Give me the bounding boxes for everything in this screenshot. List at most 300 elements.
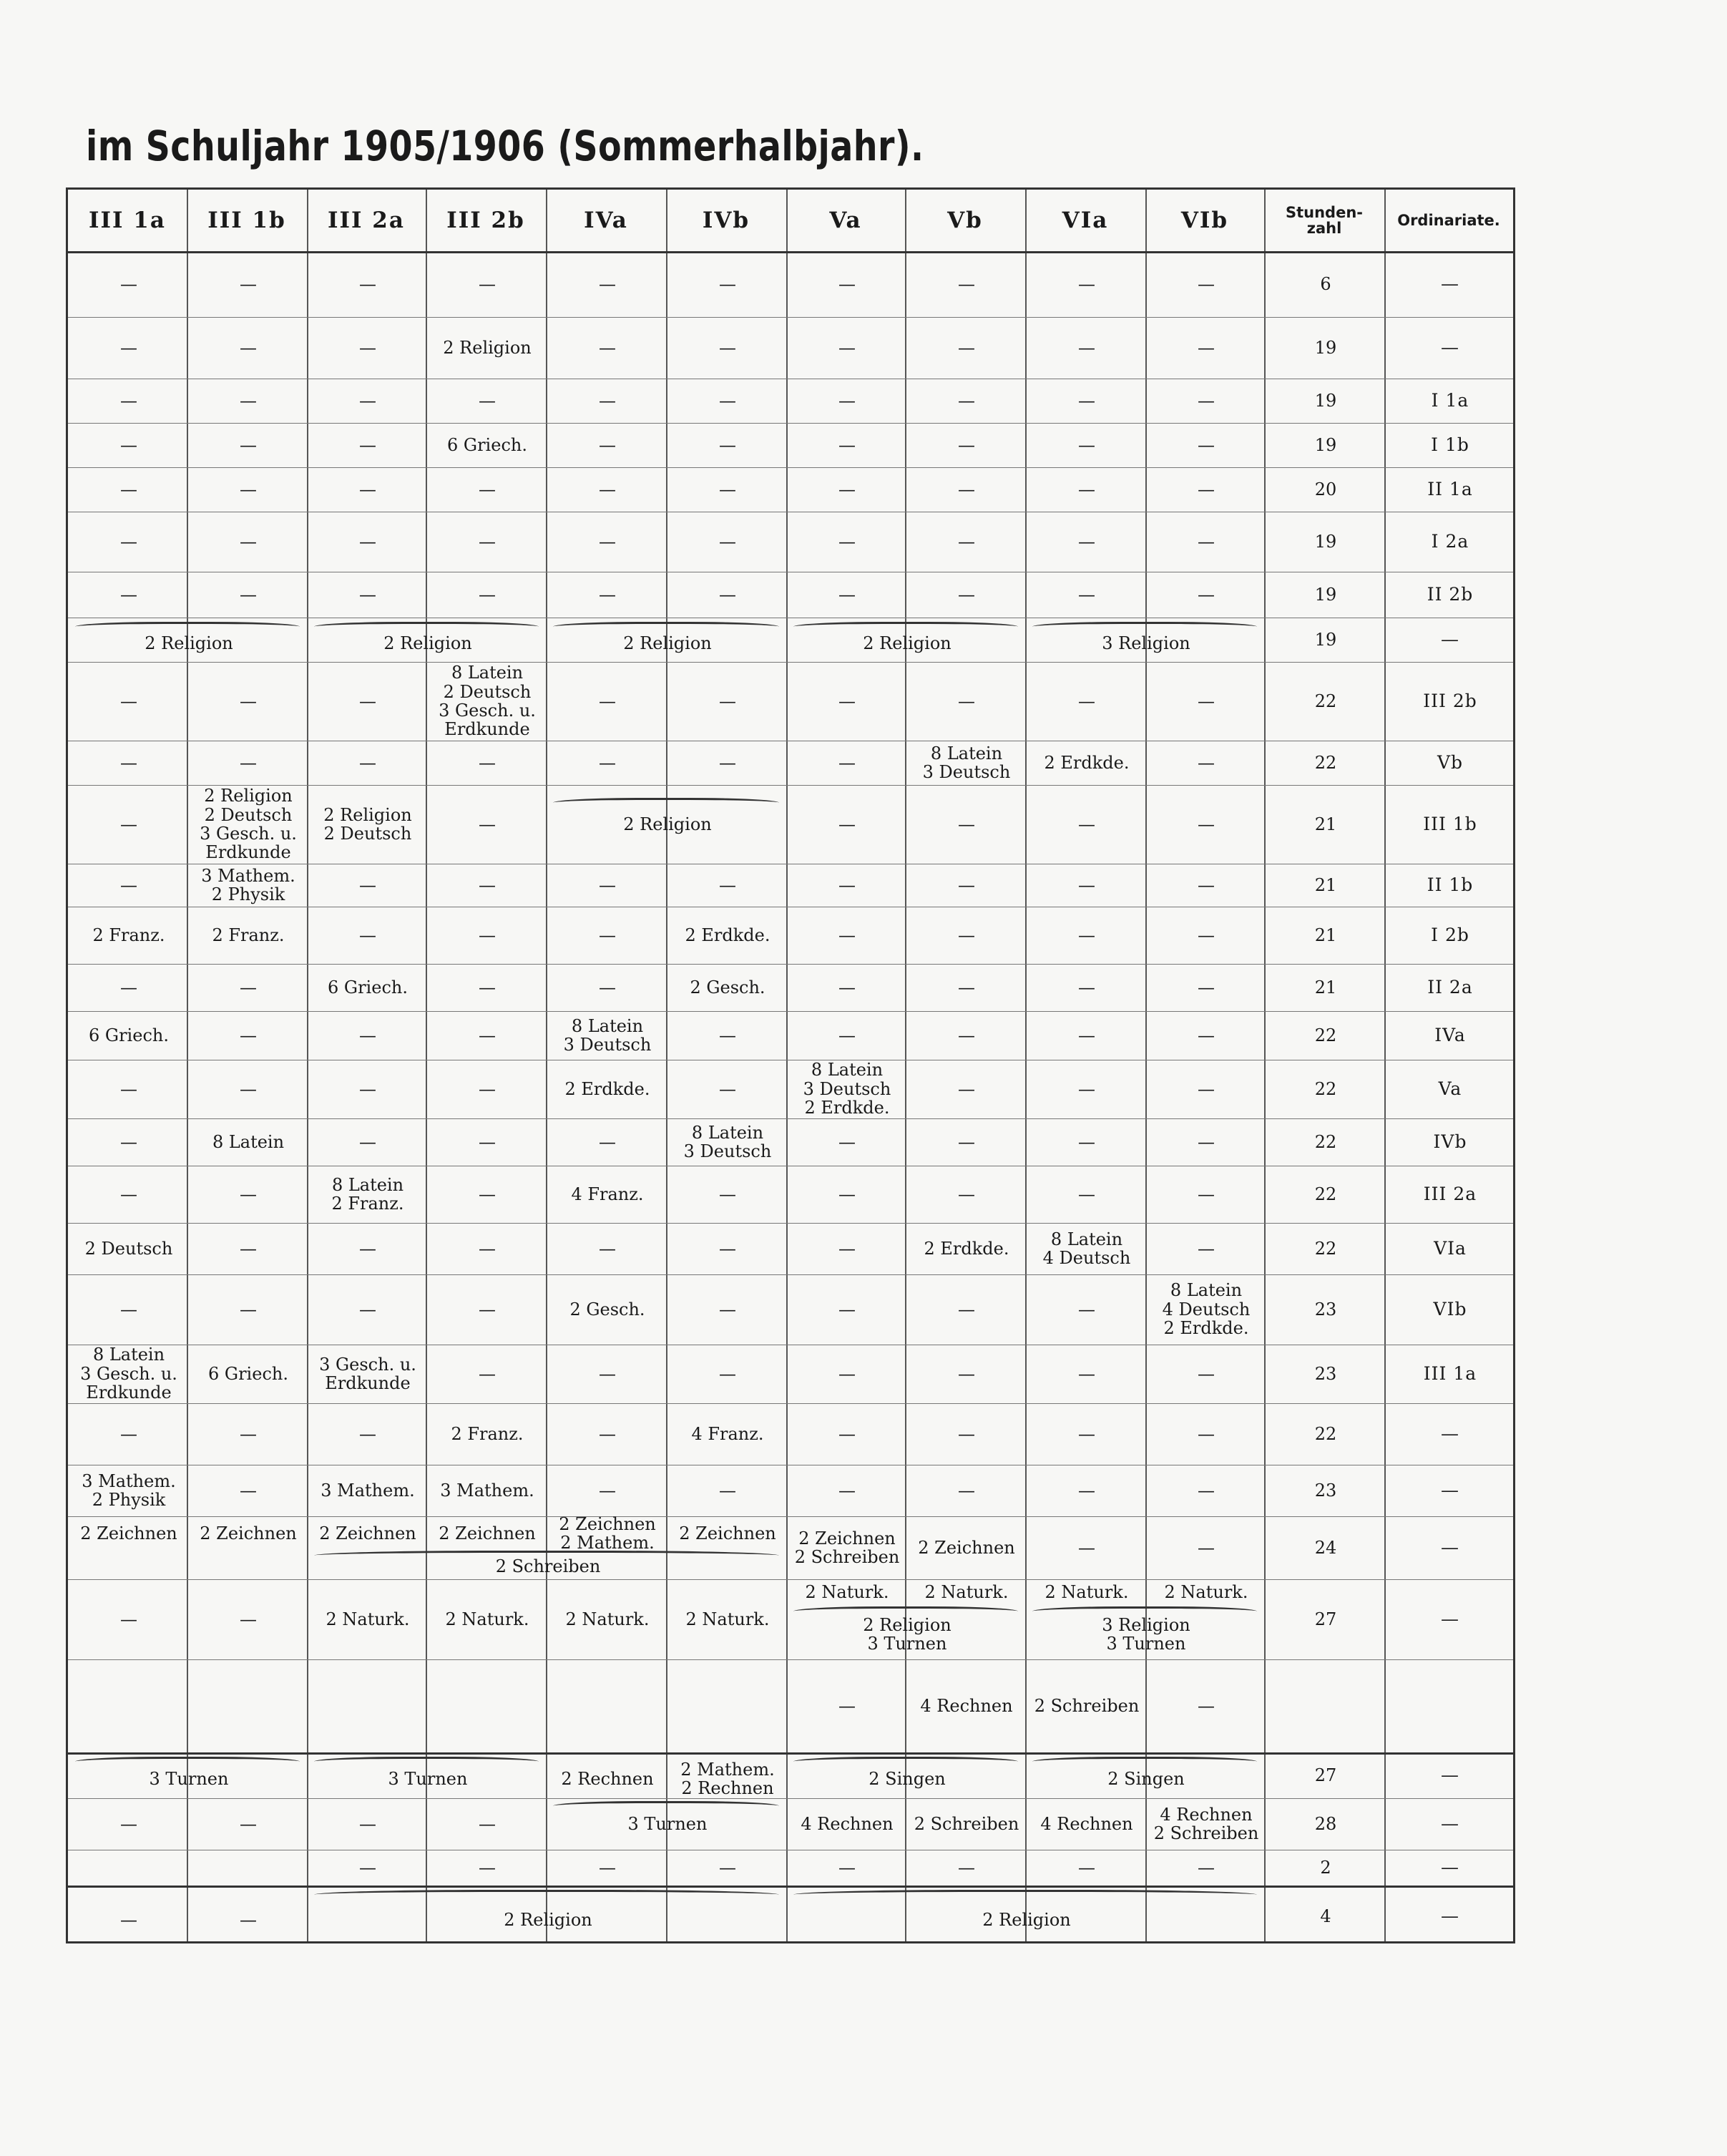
hours-cell: 19 xyxy=(1314,629,1337,650)
table-cell: 3 Gesch. u. Erdkunde xyxy=(319,1354,416,1393)
table-cell: — xyxy=(359,337,376,358)
table-cell: — xyxy=(359,1813,376,1834)
table-cell: — xyxy=(838,273,856,294)
table-cell: — xyxy=(1198,337,1215,358)
table-cell: — xyxy=(359,273,376,294)
table-cell: — xyxy=(719,874,736,895)
table-cell: — xyxy=(838,1695,856,1716)
table-cell: — xyxy=(1078,1078,1095,1099)
table-cell: — xyxy=(120,1078,137,1099)
table-cell: 8 Latein 3 Deutsch xyxy=(683,1122,772,1161)
hours-cell: 28 xyxy=(1314,1813,1337,1834)
table-cell: — xyxy=(1078,814,1095,834)
table-cell: — xyxy=(479,874,496,895)
table-cell: — xyxy=(240,1813,257,1834)
hours-cell: 22 xyxy=(1314,1423,1337,1444)
hours-cell: 24 xyxy=(1314,1537,1337,1558)
table-cell: — xyxy=(599,1423,616,1444)
table-cell: — xyxy=(1198,434,1215,455)
table-cell: — xyxy=(240,434,257,455)
table-cell: 2 Naturk. xyxy=(924,1581,1009,1602)
table-cell: — xyxy=(240,752,257,773)
column-header: III 2b xyxy=(446,208,525,233)
table-cell: — xyxy=(719,691,736,711)
table-cell: — xyxy=(240,531,257,552)
table-cell: 2 Franz. xyxy=(212,925,285,945)
table-cell: 2 Naturk. xyxy=(1164,1581,1248,1602)
table-cell: 8 Latein 2 Franz. xyxy=(331,1174,404,1214)
table-cell: 3 Turnen xyxy=(388,1768,468,1789)
table-cell: — xyxy=(479,1813,496,1834)
table-cell: — xyxy=(120,1131,137,1152)
table-cell: — xyxy=(838,977,856,997)
hours-cell: 23 xyxy=(1314,1363,1337,1384)
hours-cell: 23 xyxy=(1314,1480,1337,1501)
table-cell: — xyxy=(719,479,736,499)
table-cell: — xyxy=(240,1480,257,1501)
table-cell: 6 Griech. xyxy=(328,977,408,997)
table-cell: 2 Gesch. xyxy=(569,1299,645,1320)
table-cell: 2 Religion 2 Deutsch 3 Gesch. u. Erdkunde xyxy=(200,786,297,863)
table-cell: — xyxy=(1078,925,1095,945)
table-cell: — xyxy=(479,390,496,411)
table-cell: — xyxy=(1198,1857,1215,1878)
table-cell: 2 Zeichnen xyxy=(918,1537,1015,1558)
column-header: Vb xyxy=(947,208,983,233)
table-cell: — xyxy=(359,434,376,455)
table-cell: 8 Latein 3 Gesch. u. Erdkunde xyxy=(80,1345,177,1403)
table-cell: — xyxy=(240,1078,257,1099)
table-cell: — xyxy=(479,977,496,997)
column-header: Va xyxy=(829,208,862,233)
hours-cell: 19 xyxy=(1314,531,1337,552)
table-cell: — xyxy=(240,1909,257,1930)
table-cell: — xyxy=(1078,273,1095,294)
table-cell: 8 Latein 4 Deutsch xyxy=(1042,1229,1131,1268)
table-cell: — xyxy=(958,874,975,895)
table-cell: — xyxy=(838,1184,856,1204)
table-cell: 2 Mathem. 2 Rechnen xyxy=(680,1759,775,1798)
table-cell: — xyxy=(240,479,257,499)
table-cell: — xyxy=(599,390,616,411)
table-cell: — xyxy=(599,977,616,997)
ordinariat-cell: VIa xyxy=(1434,1238,1467,1259)
table-cell: — xyxy=(599,479,616,499)
table-cell: — xyxy=(240,337,257,358)
table-cell: — xyxy=(1078,337,1095,358)
table-cell: — xyxy=(958,977,975,997)
table-cell: 3 Mathem. xyxy=(440,1480,534,1501)
ordinariat-cell: II 2a xyxy=(1427,977,1473,998)
table-cell: — xyxy=(838,1857,856,1878)
ordinariat-cell: I 1b xyxy=(1431,434,1469,456)
table-cell: 2 Zeichnen 2 Schreiben xyxy=(794,1528,900,1567)
table-cell: — xyxy=(1078,691,1095,711)
table-cell: — xyxy=(958,1363,975,1384)
column-header: III 1a xyxy=(89,208,166,233)
table-cell: — xyxy=(838,1480,856,1501)
table-cell: 2 Gesch. xyxy=(690,977,765,997)
hours-cell: 21 xyxy=(1314,814,1337,834)
table-cell: 3 Mathem. 2 Physik xyxy=(201,865,295,904)
table-cell: 2 Zeichnen xyxy=(200,1523,297,1543)
table-cell: 2 Naturk. xyxy=(805,1581,889,1602)
table-cell: — xyxy=(240,1299,257,1320)
table-cell: 3 Turnen xyxy=(627,1813,708,1834)
table-cell: — xyxy=(120,691,137,711)
table-cell: — xyxy=(479,1363,496,1384)
table-cell: — xyxy=(1198,1695,1215,1716)
hours-cell: 19 xyxy=(1314,584,1337,605)
table-cell: 4 Rechnen 2 Schreiben xyxy=(1153,1804,1259,1843)
table-cell: — xyxy=(958,337,975,358)
table-cell: — xyxy=(479,925,496,945)
table-cell: — xyxy=(240,1025,257,1045)
table-cell: — xyxy=(1078,531,1095,552)
table-cell: — xyxy=(479,752,496,773)
table-cell: — xyxy=(1198,1131,1215,1152)
table-cell: — xyxy=(359,1857,376,1878)
page-title: im Schuljahr 1905/1906 (Sommerhalbjahr). xyxy=(86,122,924,170)
hours-cell: 22 xyxy=(1314,1238,1337,1259)
table-cell: — xyxy=(1078,479,1095,499)
table-cell: — xyxy=(479,1131,496,1152)
table-cell: — xyxy=(1198,1423,1215,1444)
table-cell: 2 Religion 2 Deutsch xyxy=(323,804,412,844)
table-cell: — xyxy=(240,977,257,997)
table-cell: — xyxy=(838,1363,856,1384)
table-cell: — xyxy=(240,1184,257,1204)
table-cell: — xyxy=(1078,584,1095,605)
table-cell: — xyxy=(479,273,496,294)
table-cell: 2 Zeichnen xyxy=(679,1523,776,1543)
table-cell: 4 Rechnen xyxy=(801,1813,894,1834)
table-cell: — xyxy=(958,814,975,834)
table-cell: — xyxy=(958,1131,975,1152)
table-cell: — xyxy=(240,1609,257,1629)
ordinariat-cell: I 2a xyxy=(1431,531,1469,552)
table-cell: — xyxy=(240,1423,257,1444)
column-header: VIa xyxy=(1062,208,1109,233)
hours-cell: 4 xyxy=(1320,1906,1331,1926)
table-cell: — xyxy=(838,584,856,605)
table-cell: — xyxy=(599,752,616,773)
table-cell: — xyxy=(1198,584,1215,605)
table-cell: — xyxy=(958,1184,975,1204)
table-cell: 2 Franz. xyxy=(92,925,165,945)
table-cell: 8 Latein 3 Deutsch xyxy=(563,1015,652,1055)
table-cell: — xyxy=(479,1078,496,1099)
timetable xyxy=(66,187,1515,1943)
ordinariat-cell: VIb xyxy=(1433,1299,1467,1320)
ordinariat-cell: — xyxy=(1441,1423,1459,1445)
table-cell: 2 Naturk. xyxy=(326,1609,410,1629)
column-header: III 2a xyxy=(328,208,405,233)
table-cell: — xyxy=(1078,1423,1095,1444)
table-cell: 8 Latein 3 Deutsch 2 Erdkde. xyxy=(803,1060,891,1118)
table-cell: — xyxy=(1198,273,1215,294)
table-cell: — xyxy=(359,874,376,895)
table-cell: — xyxy=(958,1423,975,1444)
table-cell: 2 Schreiben xyxy=(914,1813,1019,1834)
table-cell: — xyxy=(1198,479,1215,499)
ordinariat-cell: — xyxy=(1441,1537,1459,1559)
table-cell: 2 Zeichnen xyxy=(80,1523,177,1543)
table-cell: — xyxy=(599,1131,616,1152)
table-cell: 2 Naturk. xyxy=(565,1609,650,1629)
table-cell: — xyxy=(599,691,616,711)
table-cell: 2 Religion xyxy=(504,1909,592,1930)
table-cell: — xyxy=(599,1363,616,1384)
table-cell: — xyxy=(1198,1480,1215,1501)
table-cell: — xyxy=(958,531,975,552)
table-cell: — xyxy=(359,1078,376,1099)
hours-cell: 22 xyxy=(1314,1184,1337,1204)
table-cell: — xyxy=(1198,1238,1215,1259)
table-cell: 4 Rechnen xyxy=(920,1695,1013,1716)
ordinariat-cell: II 1a xyxy=(1427,479,1473,500)
ordinariat-cell: I 2b xyxy=(1431,925,1469,946)
table-cell: — xyxy=(120,390,137,411)
ordinariat-cell: — xyxy=(1441,1480,1459,1501)
table-cell: 8 Latein 4 Deutsch 2 Erdkde. xyxy=(1162,1280,1251,1339)
table-cell: — xyxy=(719,1184,736,1204)
table-cell: — xyxy=(719,1078,736,1099)
table-cell: 3 Mathem. 2 Physik xyxy=(82,1470,176,1510)
hours-cell: 21 xyxy=(1314,925,1337,945)
table-cell: 2 Religion xyxy=(383,633,472,653)
hours-cell: 22 xyxy=(1314,1131,1337,1152)
table-cell: — xyxy=(838,1299,856,1320)
table-cell: 6 Griech. xyxy=(208,1363,288,1384)
table-cell: — xyxy=(120,874,137,895)
hours-cell: 2 xyxy=(1320,1857,1331,1878)
table-cell: — xyxy=(240,273,257,294)
table-cell: — xyxy=(1198,691,1215,711)
ordinariat-cell: IVb xyxy=(1433,1131,1467,1153)
table-cell: — xyxy=(838,1423,856,1444)
hours-cell: 22 xyxy=(1314,752,1337,773)
table-cell: — xyxy=(599,434,616,455)
table-cell: 2 Religion xyxy=(863,633,951,653)
table-cell: 2 Religion xyxy=(443,337,532,358)
table-cell: — xyxy=(479,1857,496,1878)
table-cell: — xyxy=(120,273,137,294)
ordinariat-cell: II 2b xyxy=(1427,584,1474,605)
table-cell: — xyxy=(359,479,376,499)
ordinariat-cell: Va xyxy=(1438,1078,1462,1100)
table-cell: — xyxy=(120,434,137,455)
table-cell: — xyxy=(1078,1857,1095,1878)
table-cell: — xyxy=(120,337,137,358)
table-cell: — xyxy=(1198,977,1215,997)
table-cell: — xyxy=(479,1238,496,1259)
table-cell: 8 Latein 3 Deutsch xyxy=(922,743,1011,782)
table-cell: — xyxy=(838,479,856,499)
table-cell: — xyxy=(719,752,736,773)
table-cell: — xyxy=(838,337,856,358)
table-cell: 2 Schreiben xyxy=(1034,1695,1140,1716)
table-cell: — xyxy=(120,814,137,834)
ordinariat-cell: Vb xyxy=(1437,752,1464,774)
table-cell: — xyxy=(599,337,616,358)
table-cell: 2 Religion xyxy=(982,1909,1071,1930)
table-cell: — xyxy=(958,390,975,411)
table-cell: — xyxy=(719,1299,736,1320)
table-cell: 3 Religion 3 Turnen xyxy=(1102,1614,1190,1654)
table-cell: — xyxy=(719,337,736,358)
table-cell: — xyxy=(120,1609,137,1629)
table-cell: — xyxy=(120,479,137,499)
hours-cell: 19 xyxy=(1314,337,1337,358)
table-cell: — xyxy=(479,584,496,605)
ordinariat-cell: — xyxy=(1441,629,1459,650)
ordinariat-cell: III 1b xyxy=(1423,814,1477,835)
table-cell: — xyxy=(599,874,616,895)
table-cell: — xyxy=(958,584,975,605)
table-cell: — xyxy=(1198,1184,1215,1204)
table-cell: — xyxy=(479,531,496,552)
table-cell: — xyxy=(240,390,257,411)
table-cell: — xyxy=(958,273,975,294)
table-cell: — xyxy=(1198,531,1215,552)
hours-cell: 6 xyxy=(1320,273,1331,294)
table-cell: — xyxy=(359,925,376,945)
table-cell: — xyxy=(1198,925,1215,945)
hours-cell: 22 xyxy=(1314,691,1337,711)
table-cell: — xyxy=(958,479,975,499)
ordinariat-cell: III 2a xyxy=(1423,1184,1477,1205)
table-cell: — xyxy=(359,752,376,773)
table-cell: — xyxy=(120,1299,137,1320)
ordinariat-cell: — xyxy=(1441,1857,1459,1878)
table-cell: — xyxy=(1198,874,1215,895)
ordinariat-cell: — xyxy=(1441,337,1459,358)
table-cell: — xyxy=(1198,390,1215,411)
table-cell: — xyxy=(479,814,496,834)
table-cell: — xyxy=(479,479,496,499)
ordinariat-cell: IVa xyxy=(1434,1025,1466,1046)
table-cell: — xyxy=(719,1238,736,1259)
hours-cell: 22 xyxy=(1314,1025,1337,1045)
hours-cell: 21 xyxy=(1314,977,1337,997)
table-cell: — xyxy=(838,1238,856,1259)
table-cell: 3 Mathem. xyxy=(321,1480,415,1501)
table-cell: — xyxy=(838,752,856,773)
table-cell: 2 Naturk. xyxy=(1044,1581,1129,1602)
table-cell: — xyxy=(1078,390,1095,411)
hours-cell: 27 xyxy=(1314,1765,1337,1785)
table-cell: — xyxy=(1078,1299,1095,1320)
table-cell: 2 Religion xyxy=(623,814,712,834)
hours-cell: 23 xyxy=(1314,1299,1337,1320)
table-cell: — xyxy=(1198,1537,1215,1558)
table-cell: — xyxy=(1078,1131,1095,1152)
table-cell: — xyxy=(120,977,137,997)
ordinariat-cell: III 2b xyxy=(1423,691,1477,712)
table-cell: 2 Erdkde. xyxy=(564,1078,650,1099)
table-cell: — xyxy=(1198,1363,1215,1384)
table-cell: — xyxy=(719,1363,736,1384)
hours-cell: 21 xyxy=(1314,874,1337,895)
table-cell: — xyxy=(359,1131,376,1152)
table-cell: — xyxy=(838,814,856,834)
table-cell: — xyxy=(1078,874,1095,895)
table-cell: — xyxy=(359,691,376,711)
table-cell: — xyxy=(719,434,736,455)
table-cell: — xyxy=(479,1025,496,1045)
table-cell: 2 Rechnen xyxy=(561,1768,654,1789)
hours-cell: 22 xyxy=(1314,1078,1337,1099)
table-cell: 8 Latein xyxy=(212,1131,285,1152)
table-cell: — xyxy=(1198,1025,1215,1045)
table-cell: 2 Religion 3 Turnen xyxy=(863,1614,951,1654)
table-cell: — xyxy=(838,925,856,945)
table-cell: — xyxy=(838,1025,856,1045)
table-cell: 2 Singen xyxy=(869,1768,946,1789)
table-cell: — xyxy=(599,925,616,945)
ordinariat-cell: — xyxy=(1441,1609,1459,1630)
table-cell: — xyxy=(599,531,616,552)
table-cell: — xyxy=(1198,752,1215,773)
table-cell: 2 Religion xyxy=(623,633,712,653)
table-cell: — xyxy=(120,584,137,605)
table-cell: 2 Deutsch xyxy=(84,1238,173,1259)
table-cell: 3 Turnen xyxy=(149,1768,229,1789)
table-cell: — xyxy=(958,1480,975,1501)
table-cell: — xyxy=(1078,977,1095,997)
ordinariat-cell: I 1a xyxy=(1431,390,1469,411)
hours-cell: 19 xyxy=(1314,390,1337,411)
table-cell: — xyxy=(120,1909,137,1930)
ordinariat-cell: — xyxy=(1441,1765,1459,1786)
table-cell: — xyxy=(599,1480,616,1501)
ordinariat-cell: — xyxy=(1441,273,1459,295)
hours-cell: 19 xyxy=(1314,434,1337,455)
table-cell: — xyxy=(719,1025,736,1045)
table-cell: — xyxy=(359,1423,376,1444)
table-cell: — xyxy=(838,434,856,455)
table-cell: 2 Schreiben xyxy=(495,1556,601,1577)
table-cell: 2 Zeichnen 2 Mathem. xyxy=(559,1513,656,1553)
table-cell: — xyxy=(359,1299,376,1320)
table-cell: — xyxy=(838,390,856,411)
table-cell: 8 Latein 2 Deutsch 3 Gesch. u. Erdkunde xyxy=(439,663,536,740)
table-cell: 2 Franz. xyxy=(451,1423,524,1444)
table-cell: — xyxy=(1078,434,1095,455)
column-header: Stunden- zahl xyxy=(1285,203,1363,237)
table-cell: — xyxy=(120,1423,137,1444)
table-cell: — xyxy=(240,584,257,605)
table-cell: — xyxy=(479,1184,496,1204)
table-cell: — xyxy=(958,434,975,455)
table-cell: — xyxy=(958,1299,975,1320)
table-cell: — xyxy=(958,1857,975,1878)
table-cell: — xyxy=(120,752,137,773)
table-cell: 2 Religion xyxy=(145,633,233,653)
table-cell: — xyxy=(359,1238,376,1259)
table-cell: 2 Erdkde. xyxy=(924,1238,1009,1259)
table-cell: — xyxy=(359,531,376,552)
table-cell: — xyxy=(120,531,137,552)
table-cell: 6 Griech. xyxy=(89,1025,169,1045)
table-cell: — xyxy=(120,1184,137,1204)
table-cell: — xyxy=(1078,1184,1095,1204)
table-cell: 2 Zeichnen xyxy=(319,1523,416,1543)
ordinariat-cell: — xyxy=(1441,1813,1459,1835)
table-cell: — xyxy=(240,1238,257,1259)
hours-cell: 27 xyxy=(1314,1609,1337,1629)
